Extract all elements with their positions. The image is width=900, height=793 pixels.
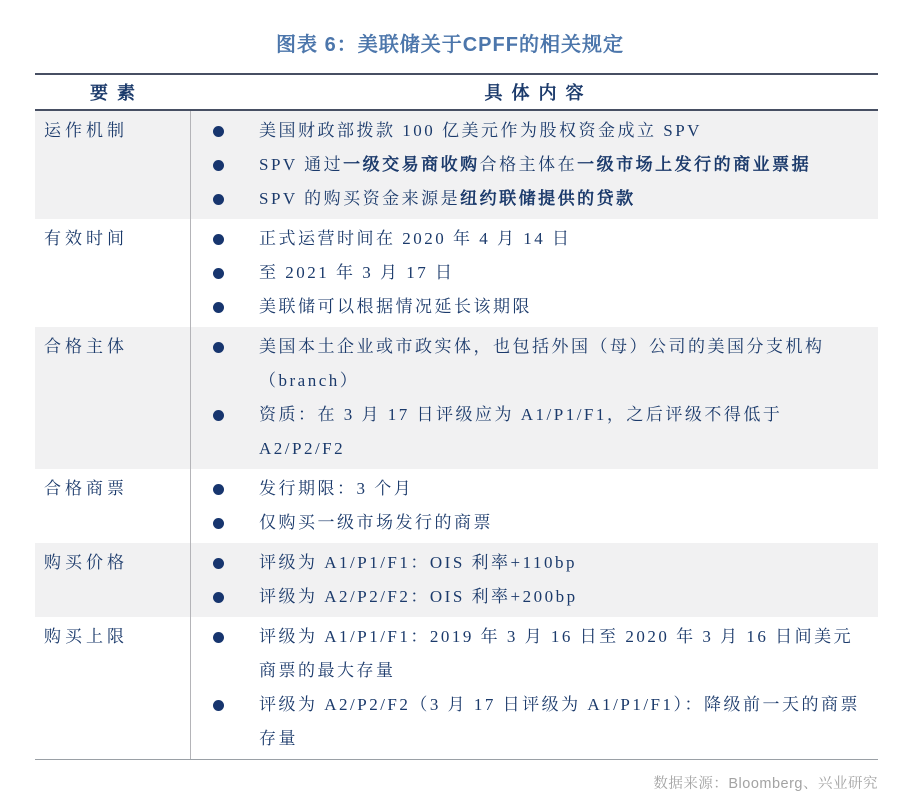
header-factor: 要素 [90,83,144,103]
factor-cell: 合格商票 [44,479,128,498]
bullet-text: 评级为 A1/P1/F1：2019 年 3 月 16 日至 2020 年 3 月 16 日间美元商票的最大存量 [259,627,854,680]
data-source-note: 数据来源：Bloomberg、兴业研究 [653,776,878,792]
bullet-text: SPV 的购买资金来源是纽约联储提供的贷款 [259,189,636,208]
detail-cell [190,617,878,759]
factor-cell: 购买价格 [44,553,128,572]
table-row [35,111,878,219]
factor-cell: 合格主体 [44,337,128,356]
bullet-icon [213,484,224,495]
bullet-icon [213,194,224,205]
bullet-item [191,398,870,466]
detail-cell [190,469,878,543]
bullet-item [191,580,870,614]
table-row [35,617,878,759]
bullet-item [191,620,870,688]
figure-title: 图表 6：美联储关于CPFF的相关规定 [276,34,624,56]
bullet-text: 评级为 A2/P2/F2（3 月 17 日评级为 A1/P1/F1）：降级前一天的商票存量 [259,695,861,748]
bullet-icon [213,558,224,569]
bullet-icon [213,342,224,353]
bullet-icon [213,268,224,279]
bullet-item [191,472,870,506]
bullet-item [191,148,870,182]
bullet-item [191,182,870,216]
table-header-row [35,73,878,111]
bullet-item [191,546,870,580]
table-row [35,327,878,469]
table-body [35,111,878,760]
bullet-icon [213,518,224,529]
header-detail: 具体内容 [484,83,593,103]
bullet-text: 至 2021 年 3 月 17 日 [259,263,455,282]
bullet-item [191,506,870,540]
bullet-text: 美国本土企业或市政实体，也包括外国（母）公司的美国分支机构（branch） [259,337,825,390]
bullet-item [191,330,870,398]
factor-cell: 有效时间 [44,229,128,248]
factor-cell: 购买上限 [44,627,128,646]
bullet-text: 发行期限：3 个月 [259,479,414,498]
bullet-text: 美联储可以根据情况延长该期限 [259,297,532,316]
detail-cell [190,543,878,617]
table-row [35,543,878,617]
bullet-icon [213,234,224,245]
detail-cell [190,219,878,327]
bullet-icon [213,126,224,137]
bullet-icon [213,410,224,421]
bullet-icon [213,632,224,643]
bullet-icon [213,700,224,711]
table-row [35,219,878,327]
bullet-icon [213,302,224,313]
bullet-item [191,114,870,148]
detail-cell [190,111,878,219]
bullet-item [191,256,870,290]
bullet-text: 评级为 A1/P1/F1：OIS 利率+110bp [259,553,577,572]
table-row [35,469,878,543]
factor-cell: 运作机制 [44,121,128,140]
bullet-text: SPV 通过一级交易商收购合格主体在一级市场上发行的商业票据 [259,155,812,174]
bullet-text: 资质：在 3 月 17 日评级应为 A1/P1/F1，之后评级不得低于 A2/P2/F2 [259,405,783,458]
bullet-item [191,290,870,324]
detail-cell [190,327,878,469]
bullet-text: 正式运营时间在 2020 年 4 月 14 日 [259,229,572,248]
bullet-item [191,688,870,756]
bullet-text: 美国财政部拨款 100 亿美元作为股权资金成立 SPV [259,121,702,140]
bullet-icon [213,592,224,603]
bullet-text: 仅购买一级市场发行的商票 [259,513,493,532]
bullet-item [191,222,870,256]
cpff-table [35,73,878,760]
bullet-icon [213,160,224,171]
bullet-text: 评级为 A2/P2/F2：OIS 利率+200bp [259,587,578,606]
